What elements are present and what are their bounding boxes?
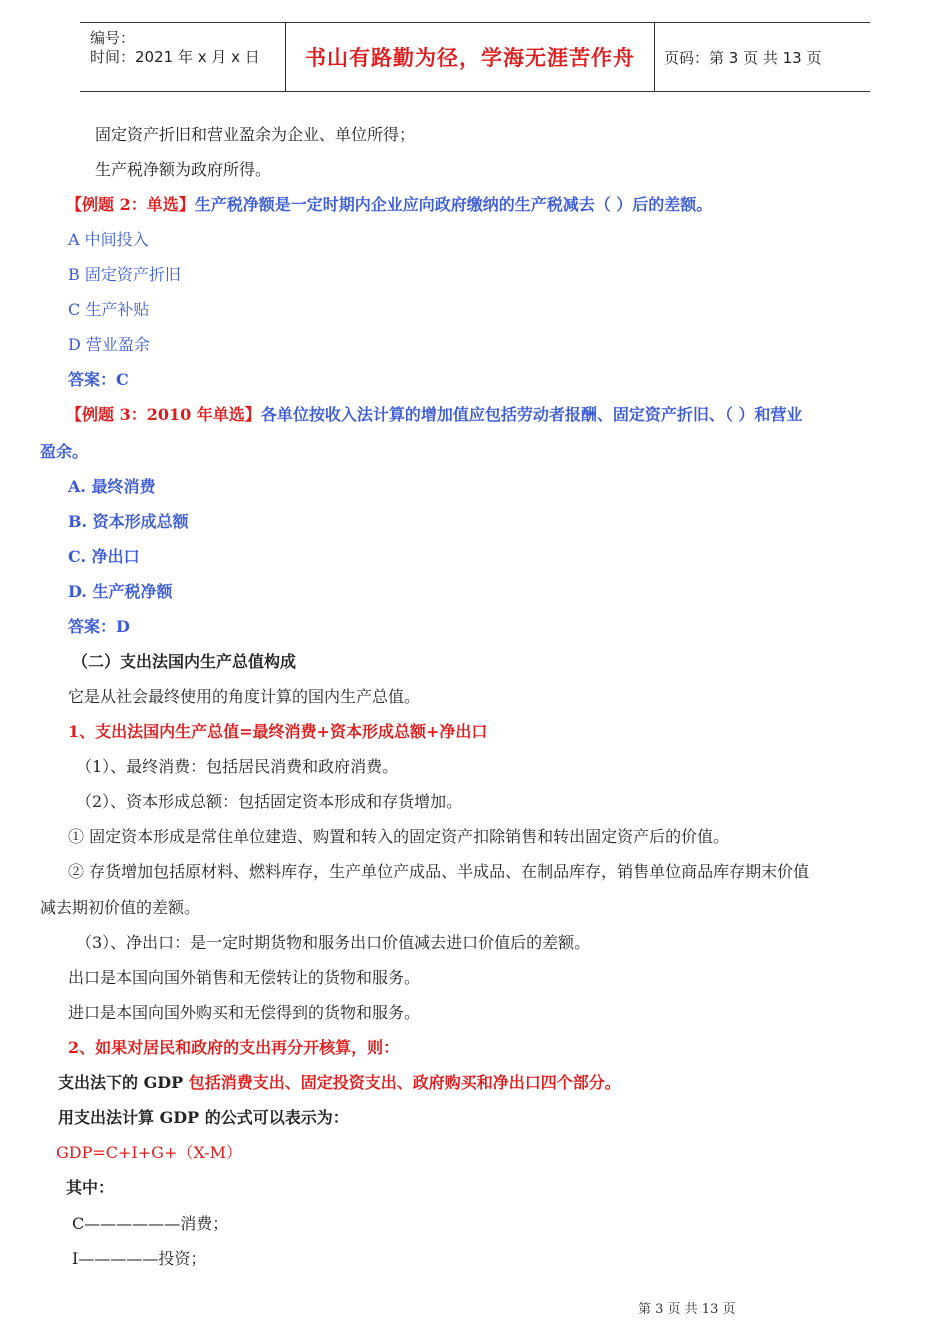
example3-question-cont: 盈余。 — [40, 442, 89, 461]
example2-option-d: D 营业盈余 — [68, 335, 150, 354]
example2-option-c: C 生产补贴 — [68, 300, 150, 319]
point1-item-3: （3）、净出口：是一定时期货物和服务出口价值减去进口价值后的差额。 — [76, 933, 591, 952]
point1-item-1: （1）、最终消费：包括居民消费和政府消费。 — [76, 757, 399, 776]
text-line-2: 生产税净额为政府所得。 — [95, 160, 272, 179]
page-code: 页码：第 3 页 共 13 页 — [664, 48, 822, 67]
example2-question — [66, 194, 712, 216]
example2-tag: 【例题 2：单选】 — [66, 195, 195, 214]
point1-title: 1、支出法国内生产总值=最终消费+资本形成总额+净出口 — [68, 722, 488, 741]
point1-item-3b: 进口是本国向国外购买和无偿得到的货物和服务。 — [68, 1003, 421, 1022]
example3-option-a: A. 最终消费 — [68, 477, 156, 496]
example3-answer: 答案：D — [68, 617, 130, 636]
example2-text: 生产税净额是一定时期内企业应向政府缴纳的生产税减去（ ）后的差额。 — [194, 195, 713, 214]
example3-question — [66, 404, 802, 426]
example3-tag: 【例题 3：2010 年单选】 — [66, 405, 261, 424]
where-label: 其中： — [66, 1178, 115, 1197]
header-page-code — [664, 23, 870, 91]
header-motto: 书山有路勤为径，学海无涯苦作舟 — [305, 46, 635, 70]
section-description: 它是从社会最终使用的角度计算的国内生产总值。 — [68, 687, 421, 706]
point1-item-2b-cont: 减去期初价值的差额。 — [40, 898, 201, 917]
example2-option-a: A 中间投入 — [68, 230, 149, 249]
example3-option-c: C. 净出口 — [68, 547, 140, 566]
c-definition: C——————消费； — [72, 1214, 229, 1233]
gdp-components-lead: 支出法下的 GDP — [58, 1073, 189, 1092]
gdp-components — [58, 1072, 621, 1094]
text-line-1: 固定资产折旧和营业盈余为企业、单位所得； — [95, 125, 416, 144]
gdp-formula: GDP=C+I+G+（X-M） — [56, 1143, 242, 1162]
example2-answer: 答案：C — [68, 370, 129, 389]
point1-item-3a: 出口是本国向国外销售和无偿转让的货物和服务。 — [68, 968, 421, 987]
point1-item-2: （2）、资本形成总额：包括固定资本形成和存货增加。 — [76, 792, 463, 811]
header-meta — [80, 23, 286, 91]
formula-intro: 用支出法计算 GDP 的公式可以表示为： — [58, 1108, 349, 1127]
i-definition: I—————投资； — [72, 1249, 207, 1268]
example3-option-d: D. 生产税净额 — [68, 582, 173, 601]
number-label: 编号： — [90, 29, 136, 47]
example2-option-b: B 固定资产折旧 — [68, 265, 181, 284]
section-title: （二）支出法国内生产总值构成 — [72, 652, 297, 671]
example3-text: 各单位按收入法计算的增加值应包括劳动者报酬、固定资产折旧、（ ）和营业 — [260, 405, 803, 424]
page-header — [80, 22, 870, 92]
header-motto-cell — [286, 23, 655, 91]
gdp-components-list: 包括消费支出、固定投资支出、政府购买和净出口四个部分。 — [188, 1073, 621, 1092]
time-label: 时间：2021 年 x 月 x 日 — [90, 48, 260, 66]
point2-title: 2、如果对居民和政府的支出再分开核算，则： — [68, 1038, 400, 1057]
page-footer: 第 3 页 共 13 页 — [638, 1302, 736, 1317]
point1-item-2a: ① 固定资本形成是常住单位建造、购置和转入的固定资产扣除销售和转出固定资产后的价值。 — [68, 827, 730, 846]
example3-option-b: B. 资本形成总额 — [68, 512, 189, 531]
point1-item-2b: ② 存货增加包括原材料、燃料库存，生产单位产成品、半成品、在制品库存，销售单位商品库存期末价值 — [68, 862, 810, 881]
